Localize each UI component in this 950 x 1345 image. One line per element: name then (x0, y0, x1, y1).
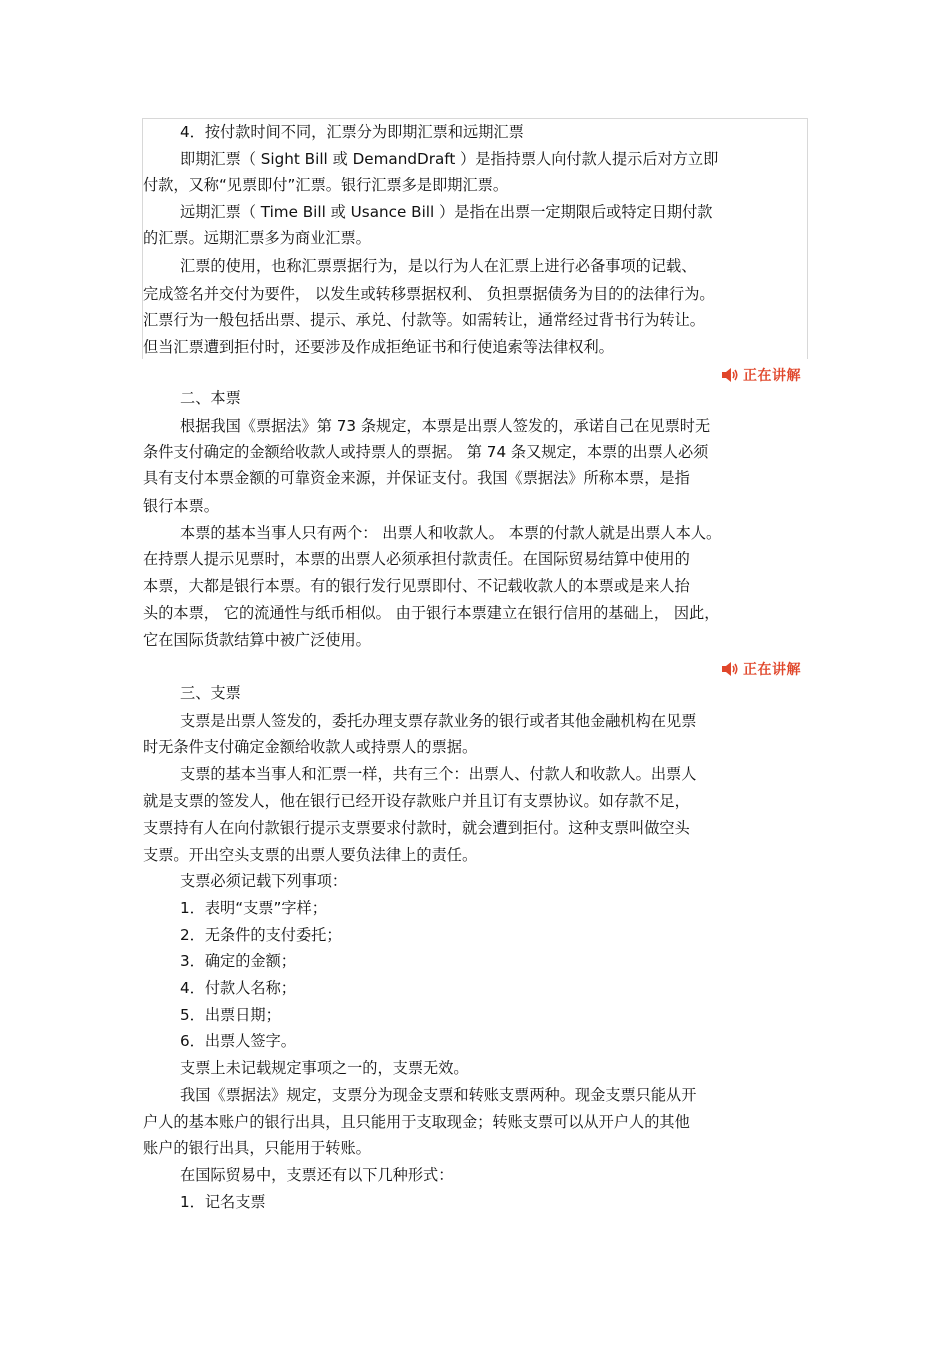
section-heading: 三、支票 (180, 684, 241, 702)
paragraph-line: 支票。开出空头支票的出票人要负法律上的责任。 (143, 846, 478, 864)
paragraph-line: 它在国际货款结算中被广泛使用。 (143, 631, 371, 649)
audio-explain-label: 正在讲解 (743, 662, 801, 678)
paragraph-line: 4．按付款时间不同，汇票分为即期汇票和远期汇票 (180, 123, 524, 141)
audio-explain-label: 正在讲解 (743, 368, 801, 384)
list-item: 4．付款人名称； (180, 979, 296, 997)
paragraph-line: 支票持有人在向付款银行提示支票要求付款时，就会遭到拒付。这种支票叫做空头 (143, 819, 690, 837)
paragraph-line: 支票必须记载下列事项： (180, 872, 348, 890)
speaker-icon (720, 366, 740, 384)
paragraph-line: 我国《票据法》规定，支票分为现金支票和转账支票两种。现金支票只能从开 (180, 1086, 697, 1104)
paragraph-line: 的汇票。远期汇票多为商业汇票。 (143, 229, 371, 247)
paragraph-line: 支票上未记载规定事项之一的，支票无效。 (180, 1059, 469, 1077)
paragraph-line: 汇票行为一般包括出票、提示、承兑、付款等。如需转让，通常经过背书行为转让。 (143, 311, 705, 329)
paragraph-line: 头的本票， 它的流通性与纸币相似。 由于银行本票建立在银行信用的基础上， 因此， (143, 604, 720, 622)
list-item: 1．表明“支票”字样； (180, 899, 327, 917)
list-item: 3．确定的金额； (180, 952, 296, 970)
paragraph-line: 远期汇票（ Time Bill 或 Usance Bill ）是指在出票一定期限后或特定日期付款 (180, 203, 713, 221)
list-item: 6．出票人签字。 (180, 1032, 296, 1050)
paragraph-line: 支票是出票人签发的，委托办理支票存款业务的银行或者其他金融机构在见票 (180, 712, 697, 730)
paragraph-line: 银行本票。 (143, 497, 219, 515)
paragraph-line: 在持票人提示见票时，本票的出票人必须承担付款责任。在国际贸易结算中使用的 (143, 550, 690, 568)
paragraph-line: 时无条件支付确定金额给收款人或持票人的票据。 (143, 738, 478, 756)
paragraph-line: 根据我国《票据法》第 73 条规定，本票是出票人签发的，承诺自己在见票时无 (180, 417, 711, 435)
audio-explain-button[interactable] (720, 660, 801, 678)
paragraph-line: 条件支付确定的金额给收款人或持票人的票据。 第 74 条又规定，本票的出票人必须 (143, 443, 709, 461)
section-heading: 二、本票 (180, 389, 241, 407)
paragraph-line: 账户的银行出具，只能用于转账。 (143, 1139, 371, 1157)
paragraph-line: 即期汇票（ Sight Bill 或 DemandDraft ）是指持票人向付款人提示后对方立即 (180, 150, 719, 168)
paragraph-line: 本票的基本当事人只有两个： 出票人和收款人。 本票的付款人就是出票人本人。 (180, 524, 722, 542)
paragraph-line: 具有支付本票金额的可靠资金来源，并保证支付。我国《票据法》所称本票，是指 (143, 469, 690, 487)
list-item: 5．出票日期； (180, 1006, 281, 1024)
paragraph-line: 汇票的使用，也称汇票票据行为，是以行为人在汇票上进行必备事项的记载、 (180, 257, 697, 275)
list-item: 2．无条件的支付委托； (180, 926, 342, 944)
paragraph-line: 支票的基本当事人和汇票一样，共有三个：出票人、付款人和收款人。出票人 (180, 765, 697, 783)
paragraph-line: 本票，大都是银行本票。有的银行发行见票即付、不记载收款人的本票或是来人抬 (143, 577, 690, 595)
paragraph-line: 但当汇票遭到拒付时，还要涉及作成拒绝证书和行使追索等法律权利。 (143, 338, 614, 356)
paragraph-line: 完成签名并交付为要件， 以发生或转移票据权利、 负担票据债务为目的的法律行为。 (143, 285, 715, 303)
paragraph-line: 在国际贸易中，支票还有以下几种形式： (180, 1166, 454, 1184)
paragraph-line: 付款，又称“见票即付”汇票。银行汇票多是即期汇票。 (143, 176, 509, 194)
paragraph-line: 户人的基本账户的银行出具，且只能用于支取现金；转账支票可以从开户人的其他 (143, 1113, 690, 1131)
speaker-icon (720, 660, 740, 678)
audio-explain-button[interactable] (720, 366, 801, 384)
list-item: 1．记名支票 (180, 1193, 266, 1211)
paragraph-line: 就是支票的签发人，他在银行已经开设存款账户并且订有支票协议。如存款不足， (143, 792, 690, 810)
